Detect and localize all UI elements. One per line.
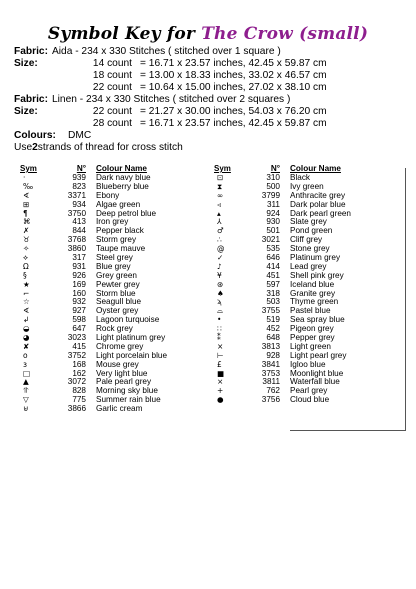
dmc-number: 413 (72, 217, 86, 227)
symbol-icon: · (23, 173, 26, 182)
header-sym: Sym (20, 164, 37, 173)
colour-name: Very light blue (96, 368, 148, 378)
dmc-number: 414 (266, 261, 280, 271)
dmc-number: 932 (72, 297, 86, 307)
size-label (14, 70, 68, 82)
dmc-number: 3753 (261, 368, 280, 378)
dmc-number: 3750 (67, 208, 86, 218)
symbol-icon: ♉ (23, 235, 30, 245)
dmc-number: 648 (266, 333, 280, 343)
symbol-icon: ⧗ (217, 181, 223, 191)
colour-name: Blueberry blue (96, 181, 149, 191)
dmc-number: 647 (72, 324, 86, 334)
fabric-linen-row (14, 94, 404, 106)
colour-name: Blue grey (96, 261, 131, 271)
thread-instructions (14, 142, 404, 154)
colour-name: Pewter grey (96, 279, 140, 289)
colour-name: Granite grey (290, 288, 336, 298)
size-linen-group (14, 106, 404, 130)
dmc-number: 3021 (261, 235, 280, 245)
colour-name: Chrome grey (96, 341, 144, 351)
thread-text-pre: Use (14, 142, 33, 153)
symbol-icon: ⊎ (23, 404, 29, 414)
size-label: Size: (14, 106, 38, 117)
colour-name: Iron grey (96, 217, 129, 227)
symbol-icon: ∞ (217, 190, 224, 200)
symbol-icon: ∴ (217, 235, 222, 245)
symbol-icon: ✗ (23, 226, 30, 236)
dmc-number: 3813 (261, 341, 280, 351)
dmc-number: 926 (72, 270, 86, 280)
header-number: N° (270, 164, 280, 173)
colour-name: Light porcelain blue (96, 350, 168, 360)
size-label (14, 118, 68, 130)
colour-name: Shell pink grey (290, 270, 344, 280)
header-colour-name: Colour Name (290, 164, 341, 173)
stitch-count: 14 count (92, 58, 132, 69)
title-prefix: Symbol Key for (47, 24, 202, 44)
colour-name: Sea spray blue (290, 315, 345, 325)
colour-name: Storm blue (96, 288, 136, 298)
colour-name: Dark navy blue (96, 173, 151, 182)
symbol-icon: ◃ (217, 199, 221, 209)
page-title (0, 24, 416, 44)
symbol-icon: ✓ (217, 253, 224, 263)
dmc-number: 3768 (67, 235, 86, 245)
dmc-number: 934 (72, 199, 86, 209)
symbol-icon: ⊡ (217, 173, 224, 182)
dmc-number: 931 (72, 261, 86, 271)
symbol-icon: ⅄ (217, 217, 222, 227)
dmc-number: 452 (266, 324, 280, 334)
symbol-icon: ⊞ (23, 199, 30, 209)
colour-name: Pond green (290, 226, 333, 236)
symbol-icon: ◒ (23, 324, 30, 334)
table-row (214, 396, 402, 405)
colour-name: Anthracite grey (290, 190, 346, 200)
symbol-icon: ☆ (23, 297, 30, 307)
colour-name: Mouse grey (96, 359, 139, 369)
colour-name: Ivy green (290, 181, 324, 191)
dmc-number: 646 (266, 253, 280, 263)
colour-name: Light green (290, 341, 331, 351)
dmc-number: 318 (266, 288, 280, 298)
size-label: Size: (14, 58, 38, 69)
symbol-icon: ◕ (23, 333, 30, 343)
symbol-icon: ■ (217, 368, 225, 378)
symbol-icon: ⌘ (23, 217, 31, 227)
dmc-number: 823 (72, 181, 86, 191)
thread-text-post: strands of thread for cross stitch (37, 142, 183, 153)
dmc-number: 501 (266, 226, 280, 236)
symbol-icon: o (23, 350, 28, 360)
colour-name: Algae green (96, 199, 141, 209)
colour-name: Igloo blue (290, 359, 326, 369)
symbol-icon: ⌓ (217, 306, 223, 316)
table-body (214, 174, 402, 405)
symbol-icon: • (217, 315, 222, 325)
symbol-icon: ɜ (23, 359, 27, 369)
fabric-aida-row (14, 46, 404, 58)
stitch-count: 22 count (92, 82, 132, 93)
dmc-number: 451 (266, 270, 280, 280)
symbol-icon: ↲ (23, 315, 30, 325)
colour-name: Rock grey (96, 324, 133, 334)
symbol-icon: ϡ (217, 297, 222, 307)
symbol-icon: ● (217, 395, 224, 405)
symbol-icon: ✧ (23, 244, 30, 254)
symbol-icon: □ (23, 368, 31, 378)
table-border-right (405, 168, 406, 430)
dmc-number: 168 (72, 359, 86, 369)
size-dimensions: = 16.71 x 23.57 inches, 42.45 x 59.87 cm (140, 58, 327, 69)
dmc-number: 927 (72, 306, 86, 316)
dmc-number: 519 (266, 315, 280, 325)
symbol-icon: ∷ (217, 324, 222, 334)
colour-name: Steel grey (96, 253, 133, 263)
dmc-number: 844 (72, 226, 86, 236)
colour-name: Moonlight blue (290, 368, 344, 378)
symbol-icon: £ (217, 359, 222, 369)
colour-name: Pepper black (96, 226, 144, 236)
size-label (14, 82, 68, 94)
symbol-icon: ▽ (23, 395, 29, 405)
symbol-icon: ★ (23, 279, 30, 289)
colour-name: Pale pearl grey (96, 377, 152, 387)
colour-name: Garlic cream (96, 404, 143, 414)
colour-name: Seagull blue (96, 297, 142, 307)
dmc-number: 924 (266, 208, 280, 218)
colour-name: Platinum grey (290, 253, 341, 263)
fabric-value: Linen - 234 x 330 Stitches ( stitched over 2 squares ) (51, 94, 291, 105)
dmc-number: 828 (72, 386, 86, 396)
colour-name: Waterfall blue (290, 377, 340, 387)
dmc-number: 928 (266, 350, 280, 360)
dmc-number: 500 (266, 181, 280, 191)
colour-name: Black (290, 173, 311, 182)
colour-name: Ebony (96, 190, 120, 200)
dmc-number: 160 (72, 288, 86, 298)
symbol-icon: § (23, 270, 27, 280)
colour-name: Storm grey (96, 235, 137, 245)
dmc-number: 3799 (261, 190, 280, 200)
colour-name: Pastel blue (290, 306, 331, 316)
dmc-number: 762 (266, 386, 280, 396)
colour-name: Cloud blue (290, 395, 330, 405)
pattern-specs (14, 46, 404, 154)
symbol-icon: ⌐ (23, 288, 30, 298)
size-dimensions: = 21.27 x 30.00 inches, 54.03 x 76.20 cm (140, 106, 327, 117)
table-row (20, 405, 208, 414)
colour-name: Iceland blue (290, 279, 335, 289)
colour-name: Light platinum grey (96, 333, 166, 343)
size-aida-group (14, 58, 404, 94)
size-row (14, 118, 404, 130)
header-sym: Sym (214, 164, 231, 173)
thread-strand-count: 2 (32, 142, 38, 153)
symbol-icon: ♠ (217, 288, 224, 298)
colour-name: Cliff grey (290, 235, 323, 245)
header-colour-name: Colour Name (96, 164, 147, 173)
symbol-icon: ⊢ (217, 350, 224, 360)
dmc-number: 317 (72, 253, 86, 263)
symbol-icon: ¶ (23, 208, 28, 218)
dmc-number: 3023 (67, 333, 86, 343)
symbol-icon: ⊛ (217, 279, 224, 289)
dmc-number: 3860 (67, 244, 86, 254)
dmc-number: 3811 (262, 377, 280, 387)
size-dimensions: = 16.71 x 23.57 inches, 42.45 x 59.87 cm (140, 118, 327, 129)
colours-label: Colours: (14, 130, 56, 141)
size-dimensions: = 13.00 x 18.33 inches, 33.02 x 46.57 cm (140, 70, 327, 81)
symbol-icon: ♪ (217, 261, 222, 271)
symbol-icon: @ (217, 244, 225, 254)
colour-name: Pearl grey (290, 386, 328, 396)
size-dimensions: = 10.64 x 15.00 inches, 27.02 x 38.10 cm (140, 82, 327, 93)
symbol-icon: ⟡ (23, 253, 28, 263)
symbol-table-right (214, 165, 402, 405)
size-row (14, 70, 404, 82)
colour-name: Dark pearl green (290, 208, 351, 218)
stitch-count: 18 count (92, 70, 132, 81)
colours-value: DMC (68, 130, 92, 141)
header-number: N° (76, 164, 86, 173)
fabric-label: Fabric: (14, 46, 48, 57)
colour-name: Grey green (96, 270, 137, 280)
stitch-count: 22 count (92, 106, 132, 117)
symbol-icon: ▴ (217, 208, 221, 218)
symbol-icon: ∢ (23, 306, 30, 316)
symbol-icon: ‰ (23, 181, 34, 191)
title-pattern-name: The Crow (small) (201, 24, 369, 44)
stitch-count: 28 count (92, 118, 132, 129)
colour-name: Lead grey (290, 261, 327, 271)
dmc-number: 3752 (67, 350, 86, 360)
symbol-icon: ♂ (217, 226, 224, 236)
symbol-icon: + (217, 386, 224, 396)
colour-name: Morning sky blue (96, 386, 158, 396)
colour-name: Pepper grey (290, 333, 335, 343)
colour-name: Light pearl grey (290, 350, 347, 360)
colour-name: Dark polar blue (290, 199, 346, 209)
dmc-number: 169 (72, 279, 86, 289)
table-body (20, 174, 208, 414)
colour-name: Pigeon grey (290, 324, 334, 334)
dmc-number: 597 (266, 279, 280, 289)
symbol-icon: Ω (23, 261, 29, 271)
colour-name: Lagoon turquoise (96, 315, 160, 325)
fabric-value: Aida - 234 x 330 Stitches ( stitched over 1 square ) (51, 46, 281, 57)
symbol-icon: ¥ (217, 270, 222, 280)
size-row (14, 82, 404, 94)
colour-name: Summer rain blue (96, 395, 161, 405)
symbol-icon: × (217, 341, 224, 351)
colour-name: Thyme green (290, 297, 339, 307)
colour-name: Deep petrol blue (96, 208, 157, 218)
symbol-icon: ⁑ (217, 333, 221, 343)
dmc-number: 310 (266, 173, 280, 182)
dmc-number: 930 (266, 217, 280, 227)
size-row (14, 106, 404, 118)
dmc-number: 3841 (261, 359, 280, 369)
dmc-number: 939 (72, 173, 86, 182)
fabric-label: Fabric: (14, 94, 48, 105)
dmc-number: 3755 (261, 306, 280, 316)
table-border-bottom (290, 430, 406, 431)
dmc-number: 535 (266, 244, 280, 254)
dmc-number: 415 (72, 341, 86, 351)
dmc-number: 3371 (67, 190, 86, 200)
dmc-number: 3072 (67, 377, 86, 387)
dmc-number: 3756 (261, 395, 280, 405)
colour-name: Taupe mauve (96, 244, 146, 254)
dmc-number: 311 (266, 199, 280, 209)
size-row (14, 58, 404, 70)
symbol-icon: ∢ (23, 190, 30, 200)
symbol-icon: ✘ (23, 341, 30, 351)
colours-row (14, 130, 404, 142)
symbol-icon: ⥣ (23, 386, 29, 396)
symbol-icon: ▲ (23, 377, 29, 387)
dmc-number: 775 (72, 395, 86, 405)
colour-name: Stone grey (290, 244, 330, 254)
colour-name: Oyster grey (96, 306, 139, 316)
symbol-icon: ⨯ (217, 377, 224, 387)
dmc-number: 3866 (67, 404, 86, 414)
colour-name: Slate grey (290, 217, 327, 227)
dmc-number: 162 (72, 368, 86, 378)
dmc-number: 598 (72, 315, 86, 325)
dmc-number: 503 (266, 297, 280, 307)
symbol-table-left (20, 165, 208, 414)
